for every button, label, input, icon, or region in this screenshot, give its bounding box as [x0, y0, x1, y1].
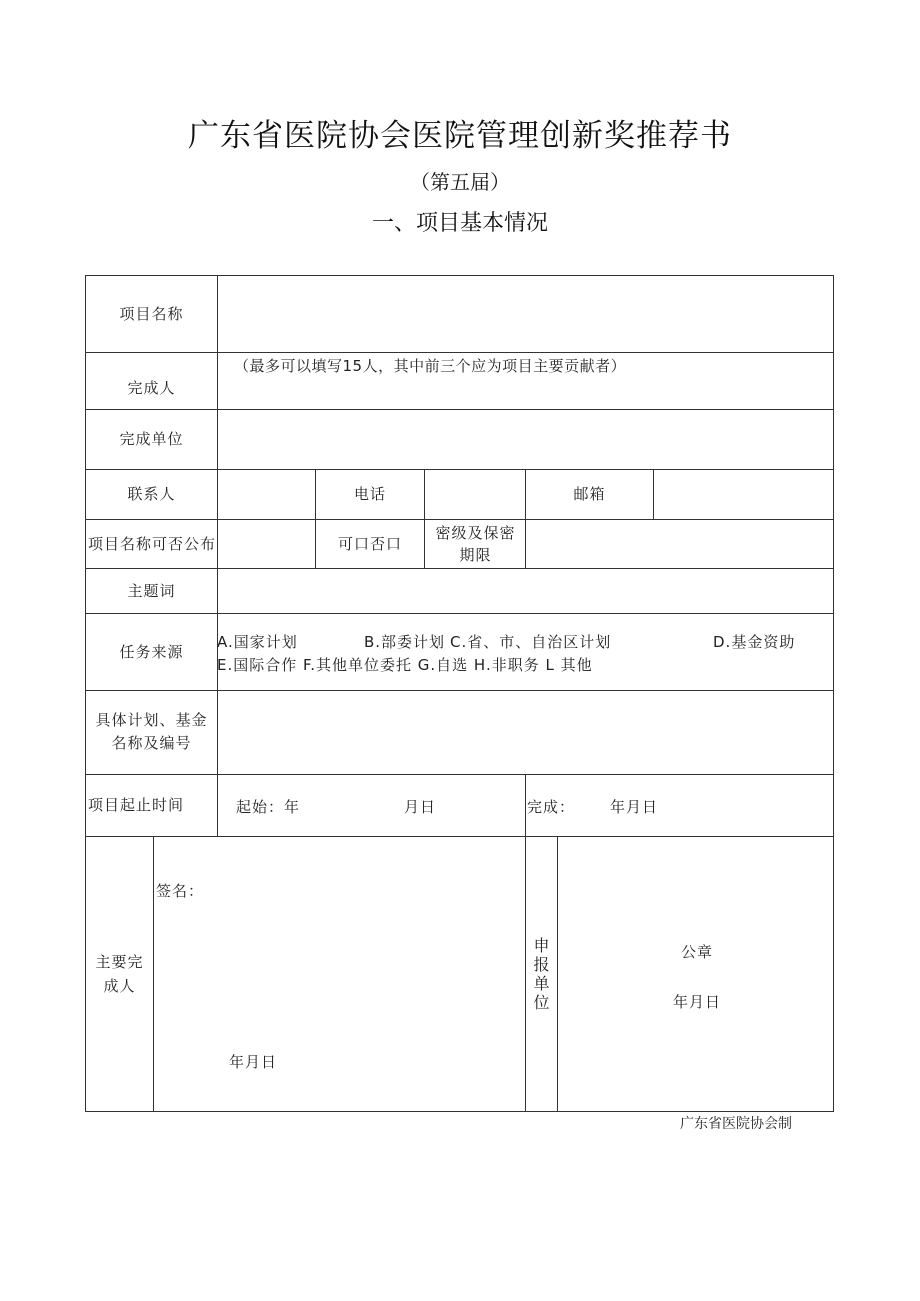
applicant-unit-label — [526, 836, 557, 1111]
secret-level-input[interactable] — [526, 520, 832, 567]
source-option-d[interactable]: D.基金资助 — [713, 633, 796, 651]
source-label: 任务来源 — [119, 642, 184, 661]
project-name-label: 项目名称 — [119, 305, 184, 323]
plan-fund-input[interactable] — [218, 691, 832, 773]
secret-level-label — [426, 519, 525, 568]
seal-label: 公章 — [681, 943, 714, 961]
section-heading: 一、项目基本情况 — [371, 211, 548, 236]
unit-input[interactable] — [218, 410, 832, 468]
keywords-label: 主题词 — [127, 581, 176, 600]
main-person-label — [86, 836, 153, 1111]
signature-date: 年月日 — [229, 1053, 278, 1071]
email-input[interactable] — [654, 470, 832, 518]
source-option-c[interactable]: C.省、市、自治区计划 — [450, 633, 612, 651]
completers-hint: （最多可以填写15人，其中前三个应为项目主要贡献者） — [234, 357, 627, 375]
main-person-line2: 成人 — [103, 976, 136, 995]
start-label: 起始：年 — [236, 798, 301, 816]
source-option-b[interactable]: B.部委计划 — [364, 633, 446, 651]
signature-area[interactable] — [156, 906, 524, 1046]
start-month-day: 月日 — [404, 798, 437, 816]
unit-label: 完成单位 — [119, 430, 184, 448]
application-form-table — [85, 275, 834, 1112]
project-name-input[interactable] — [218, 277, 832, 351]
applicant-char-1: 申 — [533, 935, 550, 955]
phone-input[interactable] — [425, 470, 524, 518]
plan-label-line1: 具体计划、基金 — [95, 711, 208, 729]
source-option-a[interactable]: A.国家计划 — [217, 633, 298, 651]
document-title: 广东省医院协会医院管理创新奖推荐书 — [188, 118, 732, 154]
secret-label-line1: 密级及保密 — [435, 523, 516, 542]
end-label: 完成： — [527, 798, 576, 816]
completers-input[interactable] — [218, 376, 832, 408]
footer-maker: 广东省医院协会制 — [680, 1116, 792, 1132]
applicant-char-4: 位 — [533, 992, 550, 1012]
contact-label: 联系人 — [127, 485, 176, 503]
contact-input[interactable] — [218, 470, 314, 518]
signature-label: 签名： — [156, 882, 205, 900]
plan-fund-label — [86, 690, 217, 774]
completers-label: 完成人 — [127, 378, 176, 397]
seal-date: 年月日 — [673, 993, 722, 1011]
phone-label: 电话 — [353, 485, 386, 503]
seal-area[interactable] — [558, 837, 832, 1110]
source-options-line2[interactable]: E.国际合作 F.其他单位委托 G.自选 H.非职务 L 其他 — [217, 656, 593, 674]
keywords-input[interactable] — [218, 569, 832, 612]
end-date: 年月日 — [610, 798, 659, 816]
secret-label-line2: 期限 — [459, 545, 492, 564]
publish-options[interactable]: 可口否口 — [337, 534, 402, 553]
main-person-line1: 主要完 — [95, 952, 144, 971]
plan-label-line2: 名称及编号 — [111, 734, 192, 752]
period-label: 项目起止时间 — [88, 796, 185, 814]
applicant-char-2: 报 — [533, 954, 550, 974]
applicant-char-3: 单 — [533, 973, 550, 993]
email-label: 邮箱 — [573, 485, 606, 503]
edition-label: （第五届） — [410, 170, 510, 194]
publish-label: 项目名称可否公布 — [88, 534, 217, 553]
